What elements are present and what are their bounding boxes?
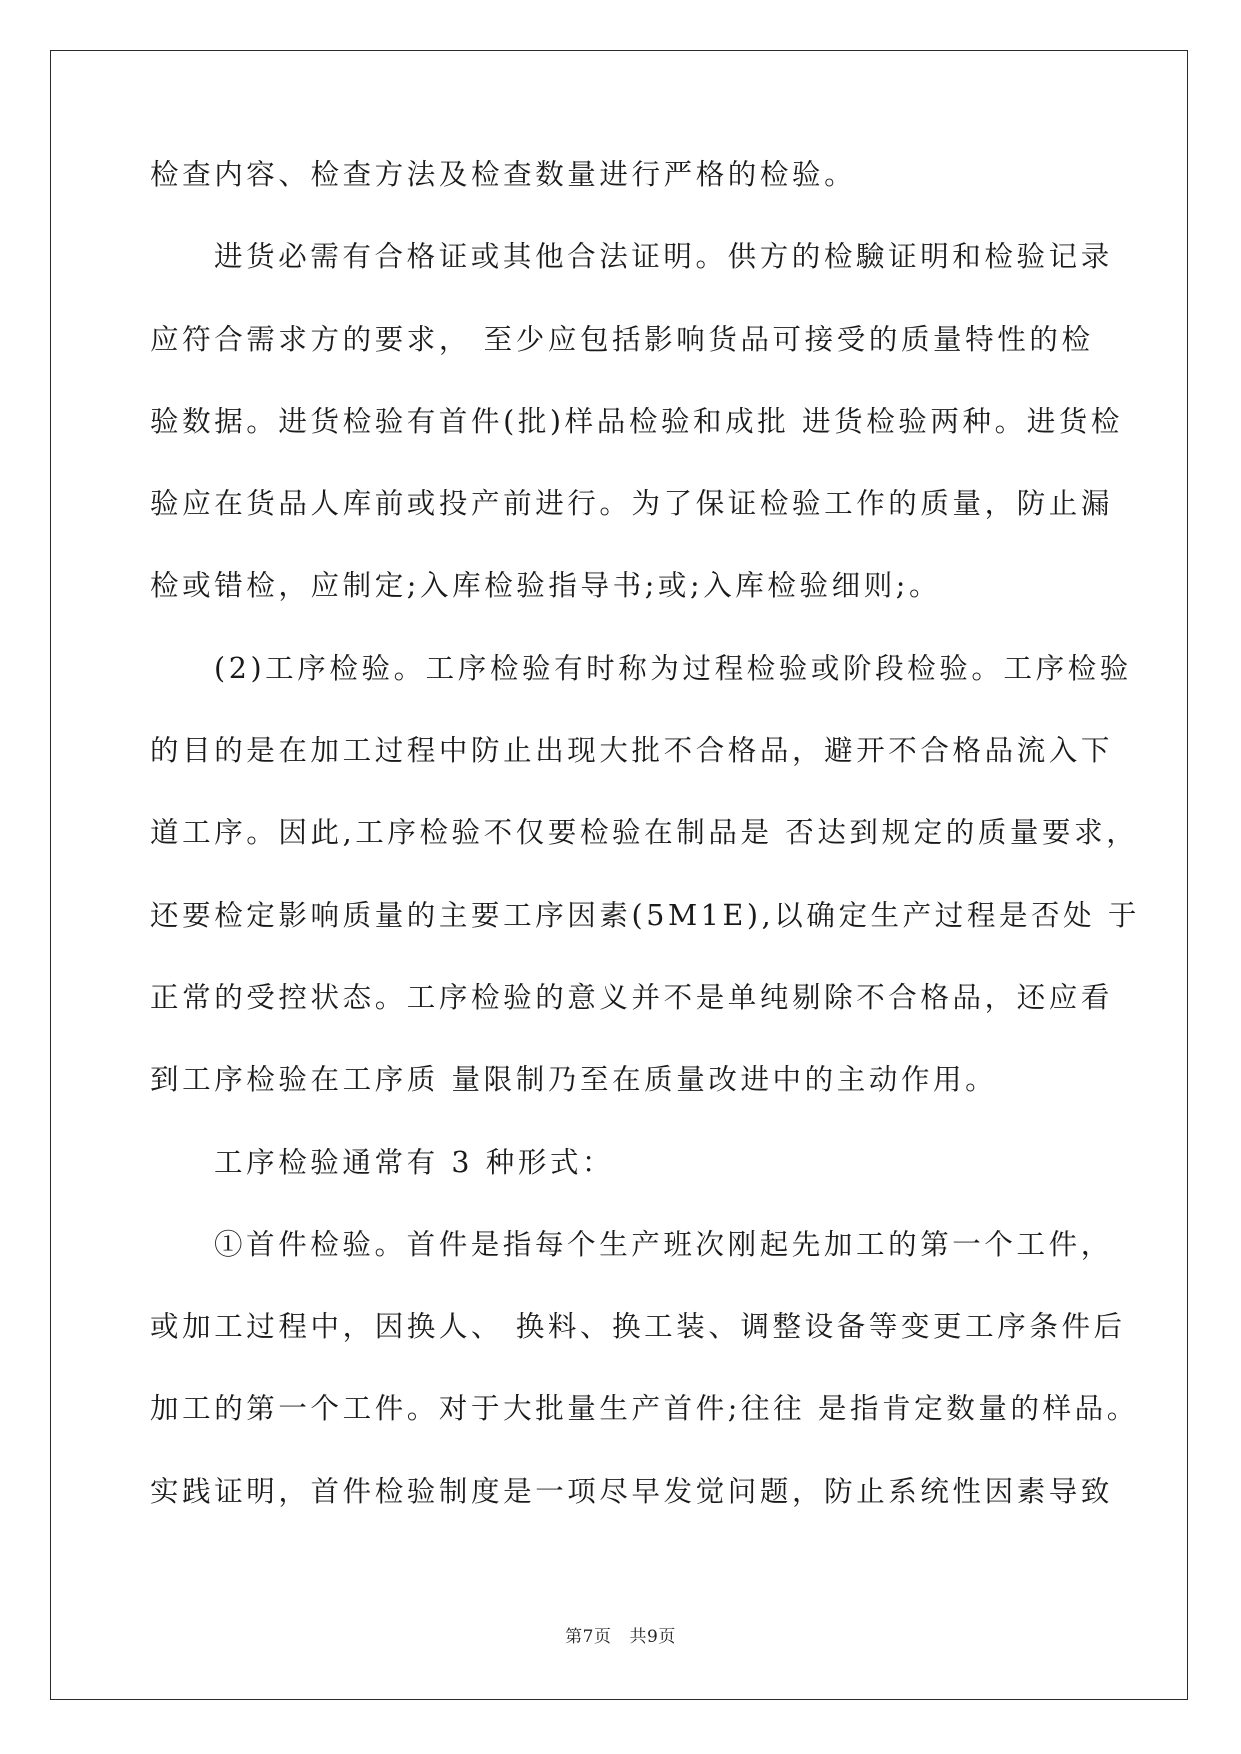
text-line: 道工序。因此,工序检验不仅要检验在制品是 否达到规定的质量要求，: [150, 816, 1139, 850]
text-line: 或加工过程中，因换人、 换料、换工装、调整设备等变更工序条件后: [150, 1310, 1126, 1344]
text-line: 检或错检，应制定;入库检验指导书;或;入库检验细则;。: [150, 569, 942, 603]
text-line: 还要检定影响质量的主要工序因素(5M1E),以确定生产过程是否处 于: [150, 898, 1141, 932]
text-line: 工序检验通常有 3 种形式：: [214, 1145, 615, 1179]
text-line: 到工序检验在工序质 量限制乃至在质量改进中的主动作用。: [150, 1063, 998, 1097]
text-line: (2)工序检验。工序检验有时称为过程检验或阶段检验。工序检验: [214, 651, 1132, 685]
total-page-count: 共9页: [629, 1627, 676, 1647]
text-line: 加工的第一个工件。对于大批量生产首件;往往 是指肯定数量的样品。: [150, 1392, 1139, 1426]
text-line: 应符合需求方的要求， 至少应包括影响货品可接受的质量特性的检: [150, 322, 1094, 356]
text-line: 检查内容、检查方法及检查数量进行严格的检验。: [150, 158, 857, 191]
document-body: [150, 158, 1141, 1559]
text-line: 实践证明，首件检验制度是一项尽早发觉问题，防止系统性因素导致: [150, 1474, 1114, 1508]
current-page-number: 第7页: [565, 1627, 612, 1647]
text-line: 验数据。进货检验有首件(批)样品检验和成批 进货检验两种。进货检: [150, 404, 1123, 438]
text-line: ①首件检验。首件是指每个生产班次刚起先加工的第一个工件，: [214, 1227, 1113, 1261]
text-line: 验应在货品人库前或投产前进行。为了保证检验工作的质量，防止漏: [150, 487, 1114, 521]
text-line: 进货必需有合格证或其他合法证明。供方的检驗证明和检验记录: [214, 240, 1113, 274]
text-line: 正常的受控状态。工序检验的意义并不是单纯剔除不合格品，还应看: [150, 980, 1114, 1014]
page-footer: [0, 1622, 1241, 1647]
text-line: 的目的是在加工过程中防止出现大批不合格品，避开不合格品流入下: [150, 734, 1114, 768]
